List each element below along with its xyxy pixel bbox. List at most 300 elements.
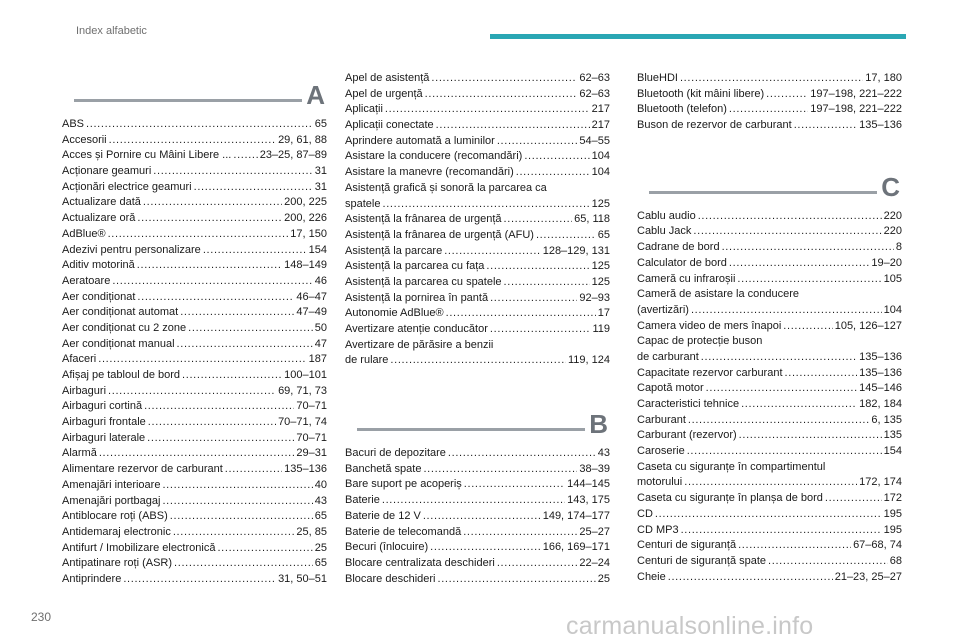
index-entry-term: AdBlue® — [62, 227, 106, 240]
dot-leader — [688, 413, 869, 429]
index-entry-term: Aer condiționat — [62, 290, 136, 303]
header-accent-bar — [490, 34, 906, 39]
dot-leader — [203, 243, 307, 259]
dot-leader — [423, 509, 541, 525]
index-entry-term: (avertizări) — [637, 303, 689, 316]
index-entry — [62, 227, 327, 243]
index-entry-pages: 25–27 — [579, 525, 610, 538]
index-entry-pages: 135 — [883, 429, 902, 442]
index-entry-pages: 119 — [592, 323, 610, 335]
dot-leader — [98, 352, 306, 368]
dot-leader — [385, 102, 590, 118]
index-entry — [62, 431, 327, 447]
index-entry — [345, 493, 610, 509]
index-entry-pages: 172, 174 — [859, 476, 902, 489]
index-entry-pages: 125 — [591, 275, 610, 288]
dot-leader — [463, 525, 577, 541]
index-entry — [345, 306, 610, 322]
dot-leader — [436, 118, 590, 134]
dot-leader — [233, 148, 257, 164]
index-entry — [62, 541, 327, 557]
index-entry-term: motorului — [637, 476, 683, 489]
dot-leader — [504, 212, 573, 228]
index-entry — [345, 509, 610, 525]
index-entry — [345, 212, 610, 228]
index-entry-term: Actualizare dată — [62, 196, 141, 209]
index-entry-pages: 23–25, 87–89 — [259, 149, 327, 162]
index-entry-pages: 43 — [314, 494, 327, 507]
index-entry-pages: 105 — [883, 272, 902, 285]
entry-list — [345, 71, 610, 369]
section-header-a — [62, 70, 327, 116]
index-entry-pages: 65 — [597, 228, 610, 241]
dot-leader — [490, 291, 577, 307]
index-entry-pages: 135–136 — [859, 366, 902, 379]
index-entry-pages: 195 — [883, 507, 902, 520]
index-entry — [62, 352, 327, 368]
index-entry — [637, 381, 902, 397]
index-entry-term: Becuri (înlocuire) — [345, 541, 429, 554]
index-entry — [345, 71, 610, 87]
index-entry — [62, 478, 327, 494]
dot-leader — [486, 259, 589, 275]
dot-leader — [684, 475, 857, 491]
index-entry — [62, 321, 327, 337]
index-entry-term: Apel de asistență — [345, 72, 430, 84]
index-entry-term: Asistență la pornirea în pantă — [345, 291, 489, 304]
dot-leader — [701, 350, 857, 366]
index-entry — [637, 538, 902, 554]
index-entry-term: Carburant — [637, 413, 686, 426]
dot-leader — [438, 572, 596, 588]
index-entry-term: Airbaguri laterale — [62, 431, 146, 444]
dot-leader — [425, 87, 578, 103]
index-entry — [637, 350, 902, 366]
entry-list — [345, 446, 610, 587]
index-entry-term: Asistență la parcarea cu fața — [345, 260, 485, 273]
index-entry-pages: 125 — [591, 260, 610, 273]
index-entry-pages: 25 — [314, 541, 327, 554]
index-entry-pages: 104 — [591, 166, 610, 179]
dot-leader — [722, 240, 894, 256]
dot-leader — [423, 462, 577, 478]
dot-leader — [162, 494, 312, 510]
dot-leader — [524, 149, 589, 165]
index-entry-term: Calculator de bord — [637, 256, 727, 269]
index-entry — [345, 259, 610, 275]
index-entry-pages: 143, 175 — [567, 494, 610, 507]
index-entry-term: Asistare la manevre (recomandări) — [345, 166, 514, 179]
index-entry-term: Caracteristici tehnice — [637, 398, 740, 410]
index-entry-pages: 144–145 — [567, 478, 610, 491]
dot-leader — [148, 415, 276, 431]
index-entry — [345, 462, 610, 478]
index-entry-term: Antiblocare roți (ABS) — [62, 510, 168, 523]
index-entry-term: Centuri de siguranță — [637, 539, 737, 552]
index-entry-term: Aer condiționat cu 2 zone — [62, 321, 187, 334]
dot-leader — [464, 477, 565, 493]
index-entry — [637, 554, 902, 570]
index-entry-term: Centuri de siguranță spate — [637, 554, 767, 567]
index-entry — [62, 305, 327, 321]
index-entry-pages: 65 — [314, 510, 327, 523]
index-entry — [637, 428, 902, 444]
index-entry-term: Baterie — [345, 494, 380, 507]
dot-leader — [99, 446, 295, 462]
dot-leader — [687, 444, 882, 460]
index-entry-term: Cameră de asistare la conducere — [637, 288, 800, 301]
index-entry — [637, 256, 902, 272]
index-entry-term: CD — [637, 507, 653, 520]
index-entry-pages: 105, 126–127 — [834, 319, 902, 332]
index-entry — [62, 509, 327, 525]
section-letter: C — [877, 172, 900, 203]
section-header-c — [637, 162, 902, 208]
dot-leader — [729, 102, 808, 118]
index-entry-pages: 148–149 — [284, 259, 327, 272]
index-entry-term: Capotă motor — [637, 382, 704, 395]
index-entry-pages: 25 — [597, 572, 610, 585]
index-entry — [345, 118, 610, 134]
index-entry — [345, 353, 610, 369]
dot-leader — [739, 428, 882, 444]
index-entry-pages: 17, 180 — [865, 72, 902, 84]
index-entry — [345, 228, 610, 244]
index-entry-term: Asistență la frânarea de urgență (AFU) — [345, 228, 534, 241]
index-entry-pages: 217 — [591, 119, 610, 132]
index-entry-term: Aprindere automată a luminilor — [345, 134, 495, 147]
index-entry — [62, 556, 327, 572]
index-entry-term: Acționare geamuri — [62, 165, 152, 178]
index-entry-pages: 104 — [591, 150, 610, 163]
index-entry-pages: 166, 169–171 — [542, 541, 610, 554]
index-entry — [62, 258, 327, 274]
index-entry-term: Apel de urgență — [345, 87, 423, 100]
index-entry — [62, 117, 327, 133]
index-entry-term: Banchetă spate — [345, 462, 422, 475]
index-entry-term: Cheie — [637, 570, 666, 583]
index-entry-term: Alarmă — [62, 447, 97, 460]
dot-leader — [444, 244, 540, 260]
index-entry-term: Capac de protecție buson — [637, 335, 763, 348]
index-entry-term: Caseta cu siguranțe în compartimentul — [637, 460, 826, 473]
index-entry — [345, 165, 610, 181]
index-entry — [637, 397, 902, 413]
dot-leader — [741, 397, 857, 413]
index-entry-pages: 68 — [889, 554, 902, 567]
index-entry-pages: 46 — [314, 274, 327, 287]
index-entry — [637, 71, 902, 87]
dot-leader — [108, 384, 276, 400]
index-entry-term: Bluetooth (kit mâini libere) — [637, 87, 765, 100]
index-entry — [62, 446, 327, 462]
index-entry-pages: 100–101 — [284, 369, 327, 381]
index-entry — [345, 322, 610, 338]
dot-leader — [123, 572, 276, 588]
index-entry-pages: 50 — [314, 321, 327, 334]
index-entry — [62, 274, 327, 290]
index-entry-term: Afișaj pe tabloul de bord — [62, 369, 181, 381]
index-entry — [637, 118, 902, 134]
index-entry-term: Amenajări interioare — [62, 478, 161, 491]
index-entry-term: Asistență la frânarea de urgență — [345, 213, 502, 226]
index-entry-term: de carburant — [637, 350, 699, 363]
index-entry-term: Antiprindere — [62, 572, 122, 585]
dot-leader — [693, 224, 881, 240]
index-entry-term: CD MP3 — [637, 523, 679, 536]
index-entry-term: Airbaguri — [62, 384, 107, 397]
index-entry-pages: 172 — [883, 492, 902, 505]
dot-leader — [108, 227, 289, 243]
dot-leader — [655, 507, 882, 523]
index-entry — [637, 240, 902, 256]
index-entry — [345, 87, 610, 103]
index-entry-pages: 31, 50–51 — [278, 572, 327, 585]
index-entry-pages: 38–39 — [579, 462, 610, 475]
index-entry — [345, 477, 610, 493]
dot-leader — [785, 366, 858, 382]
index-entry-pages: 17, 150 — [290, 227, 327, 240]
index-entry — [62, 384, 327, 400]
index-entry — [62, 337, 327, 353]
dot-leader — [382, 493, 565, 509]
index-entry-pages: 119, 124 — [567, 354, 610, 367]
index-entry — [62, 494, 327, 510]
dot-leader — [448, 446, 596, 462]
index-entry-term: Asistare la conducere (recomandări) — [345, 150, 523, 163]
index-entry — [345, 102, 610, 118]
index-entry — [62, 525, 327, 541]
dot-leader — [225, 462, 282, 478]
index-entry-pages: 17 — [597, 307, 610, 320]
index-entry — [637, 413, 902, 429]
index-entry-pages: 67–68, 74 — [853, 539, 902, 552]
section-header-b — [345, 399, 610, 445]
index-entry-pages: 47–49 — [296, 306, 327, 319]
dot-leader — [738, 538, 851, 554]
index-entry-pages: 29, 61, 88 — [278, 133, 327, 146]
index-entry-term: Cadrane de bord — [637, 241, 720, 254]
index-entry — [637, 102, 902, 118]
index-entry — [62, 195, 327, 211]
dot-leader — [137, 258, 282, 274]
dot-leader — [177, 337, 313, 353]
dot-leader — [112, 274, 312, 290]
index-entry — [345, 275, 610, 291]
index-entry-term: Buson de rezervor de carburant — [637, 119, 792, 132]
dot-leader — [681, 523, 882, 539]
dot-leader — [173, 525, 295, 541]
index-entry-pages: 62–63 — [579, 87, 610, 100]
index-entry-term: Afaceri — [62, 353, 97, 366]
index-entry-term: de rulare — [345, 354, 389, 367]
dot-leader — [825, 491, 882, 507]
index-entry-pages: 22–24 — [579, 556, 610, 569]
dot-leader — [137, 211, 282, 227]
index-entry-pages: 135–136 — [859, 350, 902, 363]
dot-leader — [737, 272, 881, 288]
dot-leader — [431, 71, 577, 87]
dot-leader — [516, 165, 590, 181]
index-entry-pages: 40 — [314, 478, 327, 491]
index-entry — [637, 272, 902, 288]
index-entry-term: spatele — [345, 197, 381, 210]
index-entry — [345, 134, 610, 150]
index-entry-term: Antidemaraj electronic — [62, 525, 171, 538]
index-entry-pages: 65 — [314, 118, 327, 130]
index-entry — [637, 209, 902, 225]
index-entry-term: Cablu Jack — [637, 225, 692, 238]
index-entry-pages: 125 — [591, 197, 610, 210]
index-entry-term: Asistență grafică și sonoră la parcarea ca — [345, 181, 547, 194]
index-entry-term: Capacitate rezervor carburant — [637, 366, 783, 379]
index-entry-pages: 92–93 — [579, 291, 610, 304]
index-entry — [637, 303, 902, 319]
index-entry — [637, 366, 902, 382]
index-entry-term: Alimentare rezervor de carburant — [62, 463, 223, 476]
dot-leader — [182, 368, 282, 384]
index-entry-term: Autonomie AdBlue® — [345, 307, 444, 320]
index-entry-pages: 195 — [883, 523, 902, 536]
index-entry — [637, 491, 902, 507]
index-entry-term: Airbaguri frontale — [62, 416, 146, 429]
dot-leader — [766, 87, 808, 103]
index-entry-pages: 220 — [883, 209, 902, 222]
index-entry — [345, 149, 610, 165]
index-entry — [62, 164, 327, 180]
index-entry — [637, 570, 902, 586]
index-entry — [345, 540, 610, 556]
index-entry-pages: 200, 226 — [284, 212, 327, 225]
index-entry — [62, 243, 327, 259]
dot-leader — [217, 541, 312, 557]
index-entry — [62, 290, 327, 306]
entry-list — [62, 117, 327, 588]
index-entry-pages: 154 — [308, 243, 327, 256]
index-entry-pages: 65 — [314, 557, 327, 570]
entry-list — [637, 209, 902, 586]
index-entry — [345, 556, 610, 572]
dot-leader — [109, 133, 276, 149]
index-entry-term: Camera video de mers înapoi — [637, 319, 782, 332]
dot-leader — [170, 509, 313, 525]
dot-leader — [390, 353, 566, 369]
dot-leader — [729, 256, 870, 272]
dot-leader — [706, 381, 858, 397]
index-entry-term: Adezivi pentru personalizare — [62, 243, 201, 256]
index-entry-pages: 200, 225 — [284, 196, 327, 209]
index-entry-term: Baterie de 12 V — [345, 509, 421, 522]
index-entry-term: Blocare centralizata deschideri — [345, 556, 495, 569]
index-entry — [345, 446, 610, 462]
dot-leader — [180, 305, 294, 321]
index-entry-pages: 8 — [895, 241, 902, 254]
index-entry — [62, 368, 327, 384]
index-entry — [62, 211, 327, 227]
index-entry-pages: 29–31 — [296, 447, 327, 460]
index-entry-pages: 6, 135 — [871, 413, 902, 426]
index-entry — [62, 415, 327, 431]
index-entry-term: Bluetooth (telefon) — [637, 103, 727, 116]
dot-leader — [143, 195, 282, 211]
index-entry-term: Aplicații — [345, 103, 383, 116]
index-entry-term: Bare suport pe acoperiș — [345, 478, 462, 491]
index-entry — [637, 444, 902, 460]
index-entry-term: Bacuri de depozitare — [345, 447, 446, 460]
index-entry-term: Caroserie — [637, 445, 685, 458]
index-entry — [62, 133, 327, 149]
page-number: 230 — [31, 610, 52, 624]
section-rule — [649, 191, 878, 194]
index-entry — [345, 197, 610, 213]
index-entry — [62, 462, 327, 478]
index-entry-term: Accesorii — [62, 133, 107, 146]
index-entry-term: Asistență la parcare — [345, 244, 443, 257]
index-column-3 — [637, 70, 902, 585]
index-entry-pages: 135–136 — [284, 463, 327, 476]
index-entry — [637, 507, 902, 523]
index-entry-term: Antifurt / Imobilizare electronică — [62, 541, 216, 554]
index-entry-pages: 145–146 — [859, 382, 902, 395]
dot-leader — [691, 303, 882, 319]
index-entry-pages: 62–63 — [579, 72, 610, 84]
index-entry-pages: 187 — [308, 353, 327, 366]
index-entry-pages: 104 — [883, 303, 902, 316]
index-entry — [345, 572, 610, 588]
index-entry — [345, 244, 610, 260]
dot-leader — [194, 180, 313, 196]
index-entry-pages: 47 — [314, 337, 327, 350]
dot-leader — [188, 321, 313, 337]
section-rule — [357, 428, 586, 431]
entry-list — [637, 71, 902, 134]
index-entry — [62, 180, 327, 196]
index-entry — [62, 148, 327, 164]
index-entry-pages: 19–20 — [871, 256, 902, 269]
index-entry-pages: 135–136 — [859, 119, 902, 132]
index-column-2 — [345, 70, 610, 587]
index-entry-term: Amenajări portbagaj — [62, 494, 161, 507]
watermark: carmanualsonline.info — [566, 612, 814, 640]
dot-leader — [446, 306, 596, 322]
index-entry-pages: 69, 71, 73 — [278, 384, 327, 397]
dot-leader — [162, 478, 312, 494]
dot-leader — [86, 117, 313, 133]
index-entry-term: Aeratoare — [62, 274, 111, 287]
dot-leader — [153, 164, 312, 180]
dot-leader — [680, 71, 863, 87]
index-entry-term: Airbaguri cortină — [62, 400, 143, 413]
index-entry-pages: 197–198, 221–222 — [810, 87, 902, 100]
index-entry-pages: 43 — [597, 447, 610, 460]
index-entry-pages: 70–71 — [296, 431, 327, 444]
index-entry-pages: 21–23, 25–27 — [834, 570, 902, 583]
index-entry-term: Actualizare oră — [62, 212, 136, 225]
index-entry-term: Carburant (rezervor) — [637, 429, 737, 442]
index-entry — [637, 475, 902, 491]
index-entry — [345, 525, 610, 541]
index-entry-term: Cameră cu infraroșii — [637, 272, 736, 285]
dot-leader — [490, 322, 591, 338]
index-entry-pages: 70–71 — [296, 400, 327, 413]
index-entry-pages: 197–198, 221–222 — [810, 103, 902, 116]
index-entry-term: Asistență la parcarea cu spatele — [345, 275, 502, 288]
dot-leader — [137, 290, 294, 306]
index-entry-term: Aditiv motorină — [62, 259, 135, 272]
index-entry-pages: 149, 174–177 — [542, 509, 610, 522]
index-entry-pages: 65, 118 — [574, 213, 610, 226]
index-entry — [62, 572, 327, 588]
